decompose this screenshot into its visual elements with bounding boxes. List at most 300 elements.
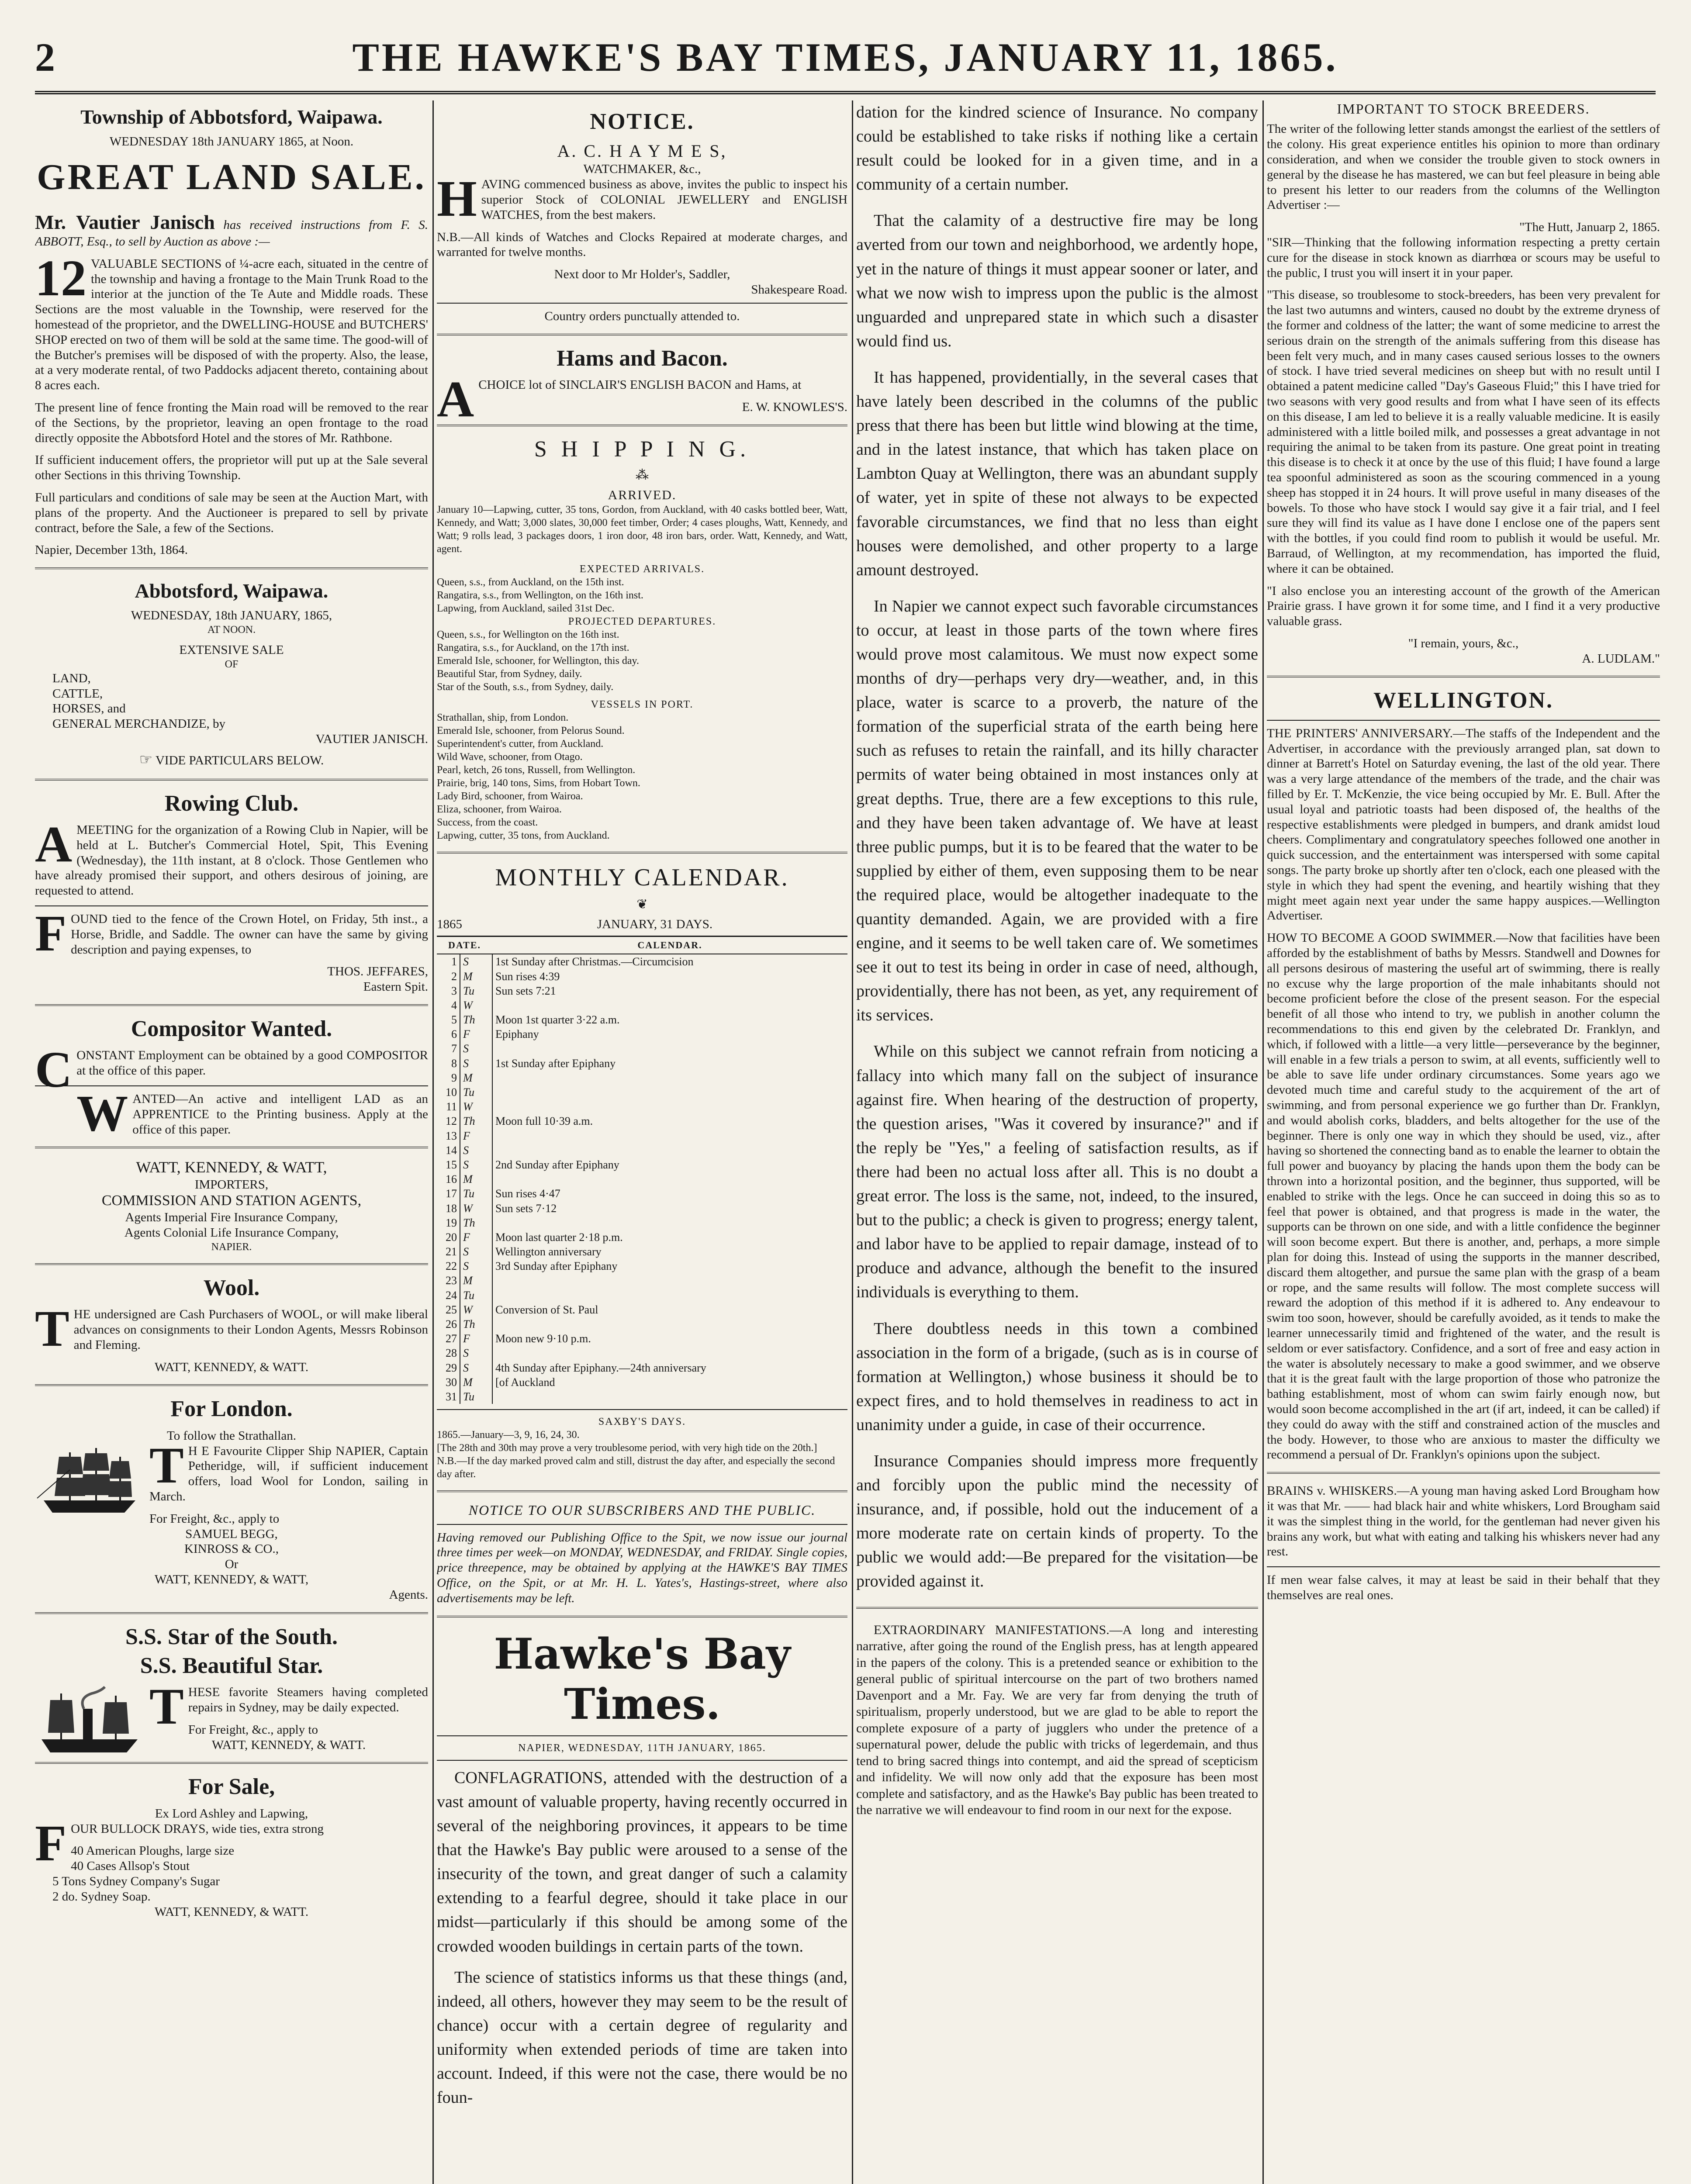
forsale-title: For Sale, xyxy=(188,1774,275,1800)
sale2-item: HORSES, and xyxy=(52,702,126,716)
sale2-item: GENERAL MERCHANDIZE, by xyxy=(52,717,226,731)
drop-cap: 12 xyxy=(35,249,86,307)
column-rule xyxy=(432,100,434,2184)
rowing-body: AMEETING for the organization of a Rowing Club in Napier, will be held at L. Butcher's Commercial Hotel, Spit, This Evening (Wednesday), the 11th instant, at 8 o'clock. Those Gentlemen who have already promised their support, and others desirous of joining, are requested to attend. xyxy=(35,816,428,898)
calendar-day: 7 xyxy=(437,1041,460,1056)
calendar-event: Moon full 10·39 a.m. xyxy=(495,1115,593,1128)
notice-address1: Next door to Mr Holder's, Saddler, xyxy=(554,267,730,282)
list-item: Superintendent's cutter, from Auckland. xyxy=(437,738,604,750)
london-agents-label: Agents. xyxy=(389,1587,428,1602)
london-ad xyxy=(35,1436,428,1504)
clipper-ship-icon xyxy=(35,1444,144,1518)
found-name: THOS. JEFFARES, xyxy=(327,964,428,979)
calendar-day: 2 xyxy=(437,969,460,984)
divider xyxy=(437,1409,847,1410)
masthead-dateline: NAPIER, WEDNESDAY, 11TH JANUARY, 1865. xyxy=(518,1742,766,1754)
calendar-weekday: S xyxy=(460,1041,492,1056)
hams-title: Hams and Bacon. xyxy=(557,346,728,371)
calendar-day: 9 xyxy=(437,1071,460,1085)
london-title: For London. xyxy=(170,1396,293,1422)
calendar-day: 18 xyxy=(437,1201,460,1216)
calendar-row xyxy=(437,1273,847,1288)
list-item: Rangatira, s.s., from Wellington, on the 16th inst. xyxy=(437,589,643,601)
sale-auctioneer-line xyxy=(35,210,428,249)
divider xyxy=(35,567,428,569)
calendar-weekday: S xyxy=(460,1158,492,1172)
hams-seller: E. W. KNOWLES'S. xyxy=(742,400,847,414)
calendar-weekday: F xyxy=(460,1027,492,1041)
calendar-row xyxy=(437,1375,847,1389)
notice-title: NOTICE. xyxy=(590,109,695,134)
calendar-event: Sun rises 4:39 xyxy=(495,970,560,983)
calendar-row xyxy=(437,1259,847,1273)
steamer-firm: WATT, KENNEDY, & WATT. xyxy=(211,1738,366,1752)
divider xyxy=(437,852,847,854)
calendar-event xyxy=(492,1143,847,1158)
calendar-weekday: Th xyxy=(460,1216,492,1230)
list-item: Emerald Isle, schooner, for Wellington, this day. xyxy=(437,655,639,667)
calendar-event xyxy=(492,1071,847,1085)
expected-list xyxy=(437,576,847,615)
stock-intro: The writer of the following letter stands amongst the earliest of the settlers of the colony. His great experience entitles his opinion to more than ordinary consideration, and when we consider the trouble given to stock owners in general by the disease he has mastered, we can but feel pleasure in being able to present his letter to our readers from the columns of the Wellington Advertiser :— xyxy=(1267,122,1660,212)
calendar-weekday: Th xyxy=(460,1114,492,1128)
sale-body-3: If sufficient inducement offers, the proprietor will put up at the Sale several other Sections in this thriving Township. xyxy=(35,453,428,483)
calendar-day: 19 xyxy=(437,1216,460,1230)
column-rule xyxy=(852,100,853,2184)
calendar-month: JANUARY, 31 DAYS. xyxy=(597,917,713,932)
calendar-weekday: S xyxy=(460,1346,492,1360)
calendar-weekday: S xyxy=(460,954,492,969)
calendar-row xyxy=(437,1158,847,1172)
calendar-weekday: S xyxy=(460,1244,492,1259)
london-agent3: WATT, KENNEDY, & WATT, xyxy=(154,1572,309,1586)
divider xyxy=(437,1735,847,1736)
calendar-day: 6 xyxy=(437,1027,460,1041)
calendar-event: Moon 1st quarter 3·22 a.m. xyxy=(495,1013,620,1026)
calendar-day: 15 xyxy=(437,1158,460,1172)
forsale-item: 40 Cases Allsop's Stout xyxy=(71,1859,190,1873)
calendar-day: 31 xyxy=(437,1389,460,1404)
calendar-weekday: S xyxy=(460,1056,492,1071)
calendar-row xyxy=(437,969,847,984)
divider xyxy=(35,1004,428,1006)
found-body: FOUND tied to the fence of the Crown Hotel, on Friday, 5th inst., a Horse, Bridle, and Saddle. The owner can have the same by giving description and paying expenses, to xyxy=(35,905,428,962)
calendar-weekday: S xyxy=(460,1143,492,1158)
calendar-weekday: Tu xyxy=(460,1186,492,1201)
list-item: Success, from the coast. xyxy=(437,816,538,828)
stock-dateline: "The Hutt, Januarp 2, 1865. xyxy=(1519,220,1660,235)
calendar-weekday: F xyxy=(460,1230,492,1244)
page-header xyxy=(35,34,1656,94)
sale-dateline: Napier, December 13th, 1864. xyxy=(35,543,188,557)
list-item: Queen, s.s., for Wellington on the 16th inst. xyxy=(437,629,619,640)
page-number: 2 xyxy=(35,35,55,79)
forsale-sub: Ex Lord Ashley and Lapwing, xyxy=(155,1806,308,1821)
calendar-row xyxy=(437,1085,847,1099)
notice-address2: Shakespeare Road. xyxy=(751,282,847,297)
calendar-day: 20 xyxy=(437,1230,460,1244)
divider xyxy=(35,1147,428,1148)
notice-country: Country orders punctually attended to. xyxy=(544,309,740,323)
column-1 xyxy=(35,100,428,2184)
calendar-row xyxy=(437,1288,847,1303)
calendar-table xyxy=(437,936,847,1404)
ornament-icon: ❦ xyxy=(636,897,648,912)
compositor-body: CONSTANT Employment can be obtained by a good COMPOSITOR at the office of this paper. xyxy=(35,1041,428,1099)
calendar-row xyxy=(437,1331,847,1346)
calendar-row xyxy=(437,1027,847,1041)
calendar-day: 25 xyxy=(437,1303,460,1317)
sale2-date: WEDNESDAY, 18th JANUARY, 1865, xyxy=(131,608,332,623)
calendar-event xyxy=(492,998,847,1013)
calendar-day: 11 xyxy=(437,1099,460,1114)
notice-body: HAVING commenced business as above, invites the public to inspect his superior Stock of COLONIAL JEWELLERY and ENGLISH WATCHES, from the best makers. xyxy=(437,170,847,228)
divider xyxy=(437,334,847,335)
calendar-row xyxy=(437,1361,847,1375)
wool-body: THE undersigned are Cash Purchasers of WOOL, or will make liberal advances on consignments to their London Agents, Messrs Robinson and Fleming. xyxy=(35,1300,428,1358)
calendar-weekday: M xyxy=(460,969,492,984)
divider xyxy=(1267,676,1660,677)
calendar-event: 2nd Sunday after Epiphany xyxy=(495,1158,619,1171)
calendar-event: Sun rises 4·47 xyxy=(495,1187,560,1200)
calendar-event: Sun sets 7:21 xyxy=(495,984,556,997)
calendar-row xyxy=(437,1056,847,1071)
calendar-row xyxy=(437,998,847,1013)
steamer-ship-icon xyxy=(35,1685,144,1759)
divider xyxy=(1267,720,1660,721)
swimmer-article: HOW TO BECOME A GOOD SWIMMER.—Now that facilities have been afforded by the establishment of baths by Messrs. Standwell and Downes for all persons desirous of mastering the useful art of swimming, there is really no excuse why the large proportion of the male inhabitants should not become proficient before the close of the present season. For the especial benefit of all those who intend to try, we publish in another column the recommendations to this end given by the celebrated Dr. Franklyn, and which, if followed with a little—a very little—perseverance by the beginner, will enable in a few trials a person to swim, at all events, sufficiently well to be able to save life under ordinary circumstances. Some years ago we devoted much time and careful study to the acquirement of the art of swimming, and from personal experience we go further than Dr. Franklyn, and would abolish corks, bladders, and belts altogether for the use of the beginner. There is only one way in which they should be used, viz., after having so shortened the connecting band as to enable the learner to obtain the full power and buoyancy by placing the hands upon them the body can be thrown into a horizontal position, and the beginner, thus supported, will be enabled to strike with the legs. Once he can succeed in doing this so as to feel that power is obtained, and that progress is made in the water, the supports can be thrown on one side, and with a little confidence the beginner will soon become expert. But there is another, and, perhaps, a more simple plan for doing this. Instead of using the supports in the manner described, discard them altogether, and pursue the same plan with the grasp of a beam or rope, and the same results will follow. The most complete success will reward the adoption of this method if it is adhered to. Any endeavour to swim too soon, however, should be carefully avoided, as it tends to make the learner unnecessarily timid and frightened of the water, and the result is seldom or ever satisfactory. Confidence, and a sort of free and easy action in the water is absolutely necessary to make a good swimmer, and we observe that it is the great fault with the large proportion of those who patronize the bathing establishment, most of whom can swim fairly enough now, but would soon become accomplished in the art (if art, indeed, it can be called) if they could do away with the stiff and constrained action of the muscles and the body. However, to those who are anxious to master the difficulty we recommend a persual of Dr. Franklyn's opinions upon the subject. xyxy=(1267,931,1660,1462)
steamer-body: THESE favorite Steamers having completed repairs in Sydney, may be daily expected. xyxy=(149,1678,428,1735)
stock-title: IMPORTANT TO STOCK BREEDERS. xyxy=(1337,101,1590,117)
calendar-event: Epiphany xyxy=(495,1028,539,1041)
calendar-event xyxy=(492,1129,847,1143)
rowing-title: Rowing Club. xyxy=(164,791,299,816)
watt-agents2: Agents Colonial Life Insurance Company, xyxy=(124,1225,339,1240)
calendar-event xyxy=(492,1346,847,1360)
calves-article: If men wear false calves, it may at least be said in their behalf that they themselves are real ones. xyxy=(1267,1573,1660,1602)
calendar-day: 28 xyxy=(437,1346,460,1360)
editorial-paragraph: There doubtless needs in this town a combined association in the form of a brigade, (such as is in course of formation at Wellington,) whose business it should be to expect fires, and to hold themselves in readiness to act in unanimity under a guide, in case of their occurrence. xyxy=(856,1319,1258,1434)
divider xyxy=(35,1612,428,1614)
london-agent1: SAMUEL BEGG, xyxy=(185,1527,278,1541)
calendar-day: 4 xyxy=(437,998,460,1013)
sale2-of: OF xyxy=(225,658,239,670)
forsale-item: 40 American Ploughs, large size xyxy=(71,1844,235,1858)
forsale-items xyxy=(52,1843,428,1904)
calendar-weekday: M xyxy=(460,1375,492,1389)
watt-agents1: Agents Imperial Fire Insurance Company, xyxy=(125,1210,338,1225)
wellington-title: WELLINGTON. xyxy=(1373,688,1554,713)
forsale-item: 5 Tons Sydney Company's Sugar xyxy=(52,1874,220,1889)
calendar-weekday: M xyxy=(460,1172,492,1186)
wanted-body: WANTED—An active and intelligent LAD as an APPRENTICE to the Printing business. Apply at the office of this paper. xyxy=(76,1085,428,1142)
printers-article: THE PRINTERS' ANNIVERSARY.—The staffs of the Independent and the Advertiser, in accordance with the previously arranged plan, sat down to dinner at Barrett's Hotel on Saturday evening, the last of the old year. There was a very large attendance of the members of the trade, and the chair was filled by Er. T. McKenzie, the vice being occupied by Mr. E. Bull. After the usual loyal and patriotic toasts had been disposed of, the healths of the respective establishments were pledged in bumpers, and drank amidst loud cheers. Complimentary and congratulatory speeches followed one another in quick succession, and the entertainment was interspersed with some capital songs. The party broke up shortly after ten o'clock, each one pleased with the style in which they had spent the evening, and heartily wishing that they might meet again next year under the same happy auspices.—Wellington Advertiser. xyxy=(1267,726,1660,923)
ornament-icon: ⁂ xyxy=(636,467,649,482)
brains-article: BRAINS v. WHISKERS.—A young man having asked Lord Brougham how it was that Mr. —— had black hair and white whiskers, Lord Brougham said it was the simplest thing in the world, for the gentleman had never given his brains any work, but what with eating and talking his whiskers never had any rest. xyxy=(1267,1484,1660,1559)
editorial-paragraph: dation for the kindred science of Insurance. No company could be established to take risks if nothing like a certain result could be looked for in a given time, and in a community of a certain number. xyxy=(856,103,1258,194)
calendar-row xyxy=(437,1013,847,1027)
london-agent2: KINROSS & CO., xyxy=(184,1542,279,1556)
calendar-day: 21 xyxy=(437,1244,460,1259)
divider xyxy=(35,1762,428,1764)
sale2-item: CATTLE, xyxy=(52,686,103,701)
calendar-row xyxy=(437,1129,847,1143)
calendar-event: Sun sets 7·12 xyxy=(495,1202,557,1215)
found-place: Eastern Spit. xyxy=(363,980,428,994)
calendar-year: 1865 xyxy=(437,917,462,932)
column-3 xyxy=(856,100,1258,2184)
list-item: Prairie, brig, 140 tons, Sims, from Hobart Town. xyxy=(437,777,640,789)
steamer-title-1: S.S. Star of the South. xyxy=(125,1624,338,1649)
calendar-event xyxy=(492,1389,847,1404)
calendar-weekday: Tu xyxy=(460,984,492,998)
column-rule xyxy=(1262,100,1264,2184)
stock-closing: "I remain, yours, &c., xyxy=(1408,636,1519,650)
shipping-title: S H I P P I N G. xyxy=(534,436,750,462)
calendar-row xyxy=(437,1172,847,1186)
calendar-row xyxy=(437,1114,847,1128)
newspaper-masthead: Hawke's Bay Times. xyxy=(494,1629,791,1729)
list-item: Rangatira, s.s., for Auckland, on the 17th inst. xyxy=(437,642,629,653)
calendar-day: 13 xyxy=(437,1129,460,1143)
sale-instructions: has received instructions from F. S. ABBOTT, Esq., to sell by Auction as above :— xyxy=(35,218,428,249)
newspaper-running-title: THE HAWKE'S BAY TIMES, JANUARY 11, 1865. xyxy=(352,35,1338,79)
calendar-title: MONTHLY CALENDAR. xyxy=(495,864,789,891)
forsale-firm: WATT, KENNEDY, & WATT. xyxy=(154,1904,309,1919)
calendar-day: 1 xyxy=(437,954,460,969)
calendar-event xyxy=(492,1172,847,1186)
calendar-event: [of Auckland xyxy=(495,1375,555,1389)
calendar-weekday: Tu xyxy=(460,1288,492,1303)
calendar-event xyxy=(492,1099,847,1114)
calendar-row xyxy=(437,1389,847,1404)
london-or: Or xyxy=(225,1557,239,1572)
divider xyxy=(437,1490,847,1492)
calendar-weekday: F xyxy=(460,1129,492,1143)
saxby-1: 1865.—January—3, 9, 16, 24, 30. xyxy=(437,1429,580,1441)
subscribers-body: Having removed our Publishing Office to the Spit, we now issue our journal three times per week—on MONDAY, WEDNESDAY, and FRIDAY. Single copies, price threepence, may be obtained by applying at the HAWKE'S BAY TIMES Office, on the Spit, or at Mr. H. L. Yates's, Hastings-street, where also advertisements may be left. xyxy=(437,1530,847,1605)
calendar-col-cal: CALENDAR. xyxy=(492,936,847,954)
notice-nb: N.B.—All kinds of Watches and Clocks Repaired at moderate charges, and warranted for twelve months. xyxy=(437,230,847,259)
stock-signature: A. LUDLAM." xyxy=(1582,651,1660,666)
calendar-row xyxy=(437,1317,847,1331)
sale-place: Township of Abbotsford, Waipawa. xyxy=(80,106,383,128)
calendar-weekday: Th xyxy=(460,1013,492,1027)
calendar-row xyxy=(437,1244,847,1259)
calendar-weekday: W xyxy=(460,1201,492,1216)
calendar-event xyxy=(492,1041,847,1056)
divider xyxy=(437,303,847,304)
divider xyxy=(35,779,428,781)
calendar-event xyxy=(492,1317,847,1331)
vessels-title: VESSELS IN PORT. xyxy=(591,698,694,710)
calendar-event: 1st Sunday after Christmas.—Circumcision xyxy=(495,955,694,968)
wool-firm: WATT, KENNEDY, & WATT. xyxy=(154,1360,309,1374)
sale-body-2: The present line of fence fronting the Main road will be removed to the rear of the Sections, by the proprietor, leaving an open frontage to the road directly opposite the Abbotsford Hotel and the stores of Mr. Rathbone. xyxy=(35,400,428,445)
calendar-event: Moon last quarter 2·18 p.m. xyxy=(495,1230,623,1244)
calendar-row xyxy=(437,1303,847,1317)
list-item: Emerald Isle, schooner, from Pelorus Sound. xyxy=(437,725,625,736)
calendar-event: Conversion of St. Paul xyxy=(495,1303,598,1316)
calendar-weekday: S xyxy=(460,1259,492,1273)
calendar-weekday: F xyxy=(460,1331,492,1346)
list-item: Lapwing, from Auckland, sailed 31st Dec. xyxy=(437,602,615,614)
divider xyxy=(35,1384,428,1386)
calendar-day: 24 xyxy=(437,1288,460,1303)
sale2-title: EXTENSIVE SALE xyxy=(179,643,284,657)
calendar-day: 5 xyxy=(437,1013,460,1027)
list-item: Star of the South, s.s., from Sydney, daily. xyxy=(437,681,614,693)
calendar-row xyxy=(437,1186,847,1201)
wool-title: Wool. xyxy=(203,1275,260,1300)
sale2-auctioneer: VAUTIER JANISCH. xyxy=(315,732,428,746)
subscribers-title: NOTICE TO OUR SUBSCRIBERS AND THE PUBLIC. xyxy=(468,1502,816,1518)
list-item: Eliza, schooner, from Wairoa. xyxy=(437,803,562,815)
vide-line: ☞ VIDE PARTICULARS BELOW. xyxy=(35,751,428,769)
sale-date: WEDNESDAY 18th JANUARY 1865, at Noon. xyxy=(109,135,354,149)
calendar-weekday: Tu xyxy=(460,1389,492,1404)
divider xyxy=(437,1524,847,1525)
saxby-title: SAXBY'S DAYS. xyxy=(598,1416,686,1428)
calendar-event: Wellington anniversary xyxy=(495,1245,602,1258)
manifestations-article: EXTRAORDINARY MANIFESTATIONS.—A long and interesting narrative, after going the round of the English press, has at length appeared in the papers of the colony. This is a pretended seance or exhibition to the general public of spiritual intercourse on the part of two brothers named Davenport and a Mr. Fay. We are very far from denying the truth of spiritualism, properly understood, but we are glad to be able to report the complete exposure of a party of jugglers who under the pretence of a supernatural power, delude the public with tricks of legerdemain, and thus tend to bring sacred things into contempt, and aid the spread of scepticism and infidelity. We will now only add that the exposure has been most complete and satisfactory, and as the Hawke's Bay public has been treated to the narrative we will endeavour to find room in our next for the expose. xyxy=(856,1622,1258,1818)
calendar-day: 8 xyxy=(437,1056,460,1071)
list-item: Lapwing, cutter, 35 tons, from Auckland. xyxy=(437,829,610,841)
divider xyxy=(1267,1472,1660,1474)
arrived-title: ARRIVED. xyxy=(608,487,677,502)
calendar-event: Moon new 9·10 p.m. xyxy=(495,1332,591,1345)
watt-firm: WATT, KENNEDY, & WATT, xyxy=(136,1158,327,1176)
calendar-weekday: Tu xyxy=(460,1085,492,1099)
stock-letter-p3: "I also enclose you an interesting account of the growth of the American Prairie grass. I have grown it for some time, and I find it a very productive valuable grass. xyxy=(1267,584,1660,629)
editorial-paragraph: That the calamity of a destructive fire may be long averted from our town and neighborhood, we ardently hope, yet in the nature of things it must appear sooner or later, and what we now wish to impress upon the public is the almost unguarded and unprepared state in which such a disaster would find us. xyxy=(856,211,1258,350)
editorial-paragraph: It has happened, providentially, in the several cases that have lately been described in the columns of the public press that there has been but little wind blowing at the time, and in the latest instance, that which has taken place on Lambton Quay at Wellington, there was an abundant supply of water, yet in spite of these not always to be expected favorable circumstances, we find that no less than eight houses were demolished, and other property to a large amount destroyed. xyxy=(856,368,1258,579)
editorial-paragraph: CONFLAGRATIONS, attended with the destruction of a vast amount of valuable property, having recently occurred in several of the neighboring provinces, it appears to be time that the Hawke's Bay public were aroused to a sense of the insecurity of the town, and great danger of such a calamity extending to a fearful degree, should it take place in our midst—particularly if this should be among some of the crowded wooden buildings in certain parts of the town. xyxy=(437,1768,847,1956)
calendar-day: 16 xyxy=(437,1172,460,1186)
calendar-day: 3 xyxy=(437,984,460,998)
calendar-day: 17 xyxy=(437,1186,460,1201)
editorial-paragraph: Insurance Companies should impress more frequently and forcibly upon the public mind the necessity of insurance, and, if possible, hold out the inducement of a more moderate rate on certain kinds of property. To the public we would add:—Be prepared for the visitation—be provided against it. xyxy=(856,1451,1258,1591)
calendar-subheader xyxy=(437,917,847,932)
calendar-event xyxy=(492,1216,847,1230)
calendar-day: 26 xyxy=(437,1317,460,1331)
calendar-weekday: S xyxy=(460,1361,492,1375)
sale-headline: GREAT LAND SALE. xyxy=(37,156,426,197)
pointing-hand-icon: ☞ xyxy=(139,751,153,768)
divider xyxy=(856,1607,1258,1609)
editorial-paragraph: The science of statistics informs us that these things (and, indeed, all others, however they may seem to be the result of chance) occur with a certain degree of regularity and uniformity when extended periods of time are taken into account. Indeed, if this were not the case, there would be no foun- xyxy=(437,1968,847,2107)
calendar-day: 10 xyxy=(437,1085,460,1099)
expected-title: EXPECTED ARRIVALS. xyxy=(579,563,705,575)
calendar-event xyxy=(492,1085,847,1099)
calendar-col-date: DATE. xyxy=(437,936,492,954)
london-body: T H E Favourite Clipper Ship NAPIER, Captain Petheridge, will, if sufficient inducement offers, load Wool for London, sailing in March. xyxy=(149,1436,428,1503)
divider xyxy=(1267,1566,1660,1567)
notice-trade: WATCHMAKER, &c., xyxy=(583,162,701,176)
calendar-row xyxy=(437,1216,847,1230)
calendar-weekday: M xyxy=(460,1071,492,1085)
watt-role2: COMMISSION AND STATION AGENTS, xyxy=(101,1192,362,1209)
forsale-first: FOUR BULLOCK DRAYS, wide ties, extra strong xyxy=(35,1814,324,1872)
divider xyxy=(437,1616,847,1617)
sale2-place: Abbotsford, Waipawa. xyxy=(135,580,329,602)
divider xyxy=(35,905,428,906)
watt-place: NAPIER. xyxy=(211,1241,252,1253)
calendar-row xyxy=(437,1346,847,1360)
divider xyxy=(437,1760,847,1761)
watt-role1: IMPORTERS, xyxy=(194,1177,269,1192)
calendar-weekday: W xyxy=(460,1099,492,1114)
calendar-day: 14 xyxy=(437,1143,460,1158)
sale-body-4: Full particulars and conditions of sale may be seen at the Auction Mart, with plans of the property. And the Auctioneer is prepared to sell by private contract, before the Sale, a few of the Sections. xyxy=(35,490,428,535)
projected-list xyxy=(437,628,847,694)
calendar-row xyxy=(437,954,847,969)
calendar-row xyxy=(437,1230,847,1244)
editorial xyxy=(437,1766,847,2110)
sale2-items xyxy=(52,671,428,732)
divider xyxy=(437,425,847,426)
divider xyxy=(35,1263,428,1265)
calendar-day: 27 xyxy=(437,1331,460,1346)
compositor-title: Compositor Wanted. xyxy=(131,1016,332,1042)
saxby-2: [The 28th and 30th may prove a very troublesome period, with very high tide on the 20th.] xyxy=(437,1442,817,1454)
calendar-row xyxy=(437,1201,847,1216)
calendar-weekday: M xyxy=(460,1273,492,1288)
hams-body: ACHOICE lot of SINCLAIR'S ENGLISH BACON and Hams, at xyxy=(437,370,802,428)
calendar-day: 22 xyxy=(437,1259,460,1273)
sale2-time: AT NOON. xyxy=(207,624,256,636)
list-item: Wild Wave, schooner, from Otago. xyxy=(437,751,583,763)
list-item: Lady Bird, schooner, from Wairoa. xyxy=(437,790,583,802)
calendar-event xyxy=(492,1273,847,1288)
sale2-item: LAND, xyxy=(52,671,91,685)
calendar-day: 12 xyxy=(437,1114,460,1128)
stock-letter-p1: "SIR—Thinking that the following information respecting a pretty certain cure for the disease in stock known as diarrhœa or scours may be useful to the public, I trust you will insert it in your paper. xyxy=(1267,235,1660,280)
arrived-body: January 10—Lapwing, cutter, 35 tons, Gordon, from Auckland, with 40 casks bottled beer, Watt, Kennedy, and Watt; 3,000 slates, 30,000 feet timber, Order; 4 cases ploughs, Watt, Kennedy, and Watt; 9 rolls lead, 3 packages doors, 1 iron door, 48 iron bars, order. Watt, Kennedy, and Watt, agent. xyxy=(437,504,847,555)
notice-name: A. C. H A Y M E S, xyxy=(557,141,727,161)
steamer-freight: For Freight, &c., apply to xyxy=(188,1722,318,1737)
list-item: Beautiful Star, from Sydney, daily. xyxy=(437,668,582,680)
calendar-row xyxy=(437,1041,847,1056)
editorial-paragraph: In Napier we cannot expect such favorable circumstances to occur, at least in those parts of the town where fires would prove most calamitous. We must now expect some months of dry—perhaps very dry—weather, and, in this place, water is scarce to a proverb, the nature of the formation of the superficial strata of the earth being here such as refuses to retain the rainfall, and its hilly character permits of water being obtained in most instances only at great depths. True, there are a few exceptions to this rule, and they have been taken advantage of. We have at least three public pumps, but it is to be feared that the water to be supplied by either of them, even supposing them to be near the required place, would be altogether inadequate to the quantity demanded. Again, we are provided with a fire engine, and it seems to be well taken care of. We sometimes see it out to test its being in order in case of need, although, providentially, there has not been, as yet, any requirement of its services. xyxy=(856,597,1258,1025)
list-item: Queen, s.s., from Auckland, on the 15th inst. xyxy=(437,576,624,588)
calendar-event: 1st Sunday after Epiphany xyxy=(495,1057,616,1070)
calendar-row xyxy=(437,1143,847,1158)
calendar-row xyxy=(437,1071,847,1085)
calendar-day: 23 xyxy=(437,1273,460,1288)
vessels-list xyxy=(437,711,847,842)
list-item: Strathallan, ship, from London. xyxy=(437,712,569,723)
projected-title: PROJECTED DEPARTURES. xyxy=(568,615,716,627)
editorial-paragraph: While on this subject we cannot refrain from noticing a fallacy into which many fall on the subject of insurance against fire. When hearing of the destruction of property, the question arises, "Was it covered by insurance?" and if the reply be "Yes," a feeling of satisfaction results, as if there had been no actual loss after all. This is no doubt a great error. The loss is the same, not, indeed, to the insured, but to the public; a check is given to progress; energy talent, and labor have to be applied to repair damage, instead of to produce and advance, although the benefit to the insured individuals is everything to them. xyxy=(856,1042,1258,1302)
calendar-weekday: W xyxy=(460,1303,492,1317)
steamer-title-2: S.S. Beautiful Star. xyxy=(140,1653,323,1678)
calendar-rows xyxy=(437,954,847,1404)
column-4 xyxy=(1267,100,1660,2184)
calendar-weekday: Th xyxy=(460,1317,492,1331)
auctioneer-name: Mr. Vautier Janisch xyxy=(35,211,215,233)
london-freight: For Freight, &c., apply to xyxy=(149,1511,280,1526)
calendar-event: 3rd Sunday after Epiphany xyxy=(495,1260,618,1273)
calendar-row xyxy=(437,984,847,998)
column-2 xyxy=(437,100,847,2184)
calendar-day: 30 xyxy=(437,1375,460,1389)
london-follow: To follow the Strathallan. xyxy=(167,1428,296,1443)
calendar-event: 4th Sunday after Epiphany.—24th anniversary xyxy=(495,1361,706,1374)
sale-body-1: 12 VALUABLE SECTIONS of ¼-acre each, situated in the centre of the township and having a frontage to the Main Trunk Road to the interior at the junction of the Te Aute and Middle roads. These Sections are the most valuable in the Township, were reserved for the homestead of the proprietor, and the DWELLING-HOUSE and BUTCHERS' SHOP erected on two of them will be sold at the same time. The good-will of the Butcher's premises will be disposed of with the property. Also, the lease, at a very moderate rental, of two Paddocks adjacent thereto, containing about 8 acres each. xyxy=(35,249,428,393)
calendar-weekday: W xyxy=(460,998,492,1013)
stock-letter-p2: "This disease, so troublesome to stock-breeders, has been very prevalent for the last two autumns and winters, caused no doubt by the extreme dryness of the former and coldness of the latter; the want of some medicine to arrest the serious drain on the strength of the animals suffering from this disease has been felt very much, and in many cases caused serious losses to the owners of stock. I have tried several medicines on sheep but with no result until I obtained a patent medicine called "Day's Gaseous Fluid;" this I have tried for two seasons with very good results and from what I have seen of its effects on this disease, I am led to believe it is a really valuable medicine. It is easily administered with a little boiled milk, and possesses a great advantage in not requiring the animal to be taken from its pasture. One great point in treating this disease is to check it at once by the use of this fluid; I have found a large tea spoonful administered as soon as the scouring commenced in a young sheep has stopped it in 24 hours. It will prove useful in many diseases of the bowels. To those who have stock I would say give it a fair trial, and I feel sure they will find its value as I have done I enclose one of the papers sent with the bottles, if you could find room to publish it would be useful. Mr. Barraud, of Wellington, at my recommendation, has imported the fluid, where it can be obtained. xyxy=(1267,288,1660,576)
